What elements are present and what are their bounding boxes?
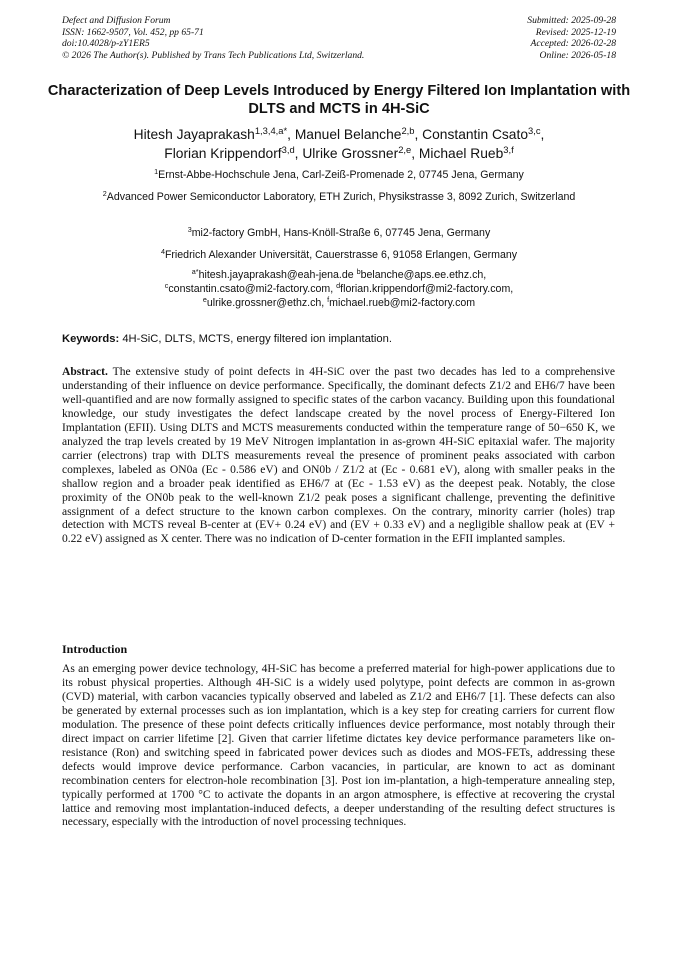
email-marker: e xyxy=(202,295,207,305)
affiliation-3 xyxy=(40,226,638,240)
journal-header-left xyxy=(62,15,364,61)
affiliation-text: Ernst-Abbe-Hochschule Jena, Carl-Zeiß-Promenade 2, 07745 Jena, Germany xyxy=(158,169,524,181)
email-link[interactable]: michael.rueb@mi2-factory.com xyxy=(329,297,476,310)
email-link[interactable]: constantin.csato@mi2-factory.com, xyxy=(168,283,334,296)
keywords-text: 4H-SiC, DLTS, MCTS, energy filtered ion implantation. xyxy=(122,333,392,345)
affiliation-4 xyxy=(40,248,638,262)
accepted-date: Accepted: 2026-02-28 xyxy=(530,38,616,50)
email-marker: d xyxy=(336,281,341,291)
email-line xyxy=(40,282,638,296)
introduction-heading: Introduction xyxy=(62,642,128,656)
email-line xyxy=(40,296,638,310)
affiliation-text: Friedrich Alexander Universität, Cauerstrasse 6, 91058 Erlangen, Germany xyxy=(164,249,518,261)
affiliation-2 xyxy=(82,190,596,204)
author-emails xyxy=(40,268,638,311)
email-link[interactable]: florian.krippendorf@mi2-factory.com, xyxy=(340,283,514,296)
author-affiliation-marker: 3,f xyxy=(503,144,514,155)
abstract xyxy=(62,366,615,547)
email-link[interactable]: ulrike.grossner@ethz.ch, xyxy=(206,297,325,310)
online-date: Online: 2026-05-18 xyxy=(539,49,616,61)
email-marker: c xyxy=(164,281,169,291)
keywords-label: Keywords: xyxy=(62,333,120,345)
email-link[interactable]: belanche@aps.ee.ethz.ch, xyxy=(360,269,487,281)
copyright-line: © 2026 The Author(s). Published by Trans Tech Publications Ltd, Switzerland. xyxy=(62,49,365,61)
author-name: Michael Rueb xyxy=(418,146,504,161)
affiliation-number: 2 xyxy=(102,189,107,199)
email-link[interactable]: hitesh.jayaprakash@eah-jena.de xyxy=(198,269,354,281)
abstract-label: Abstract. xyxy=(62,366,108,378)
revised-date: Revised: 2025-12-19 xyxy=(535,26,616,38)
issn-line: ISSN: 1662-9507, Vol. 452, pp 65-71 xyxy=(62,26,204,38)
author-name: Manuel Belanche xyxy=(294,127,402,142)
author-affiliation-marker: 3,c xyxy=(528,125,541,136)
paper-title: Characterization of Deep Levels Introduced by Energy Filtered Ion Implantation with DLTS and MCTS in 4H-SiC xyxy=(47,83,631,117)
affiliation-number: 3 xyxy=(187,225,192,235)
doi-link[interactable]: doi:10.4028/p-zY1ER5 xyxy=(62,38,150,50)
author-affiliation-marker: 1,3,4,a* xyxy=(254,125,288,136)
affiliation-text: Advanced Power Semiconductor Laboratory, ETH Zurich, Physikstrasse 3, 8092 Zurich, Switzerland xyxy=(106,191,576,203)
journal-name: Defect and Diffusion Forum xyxy=(62,15,171,26)
email-marker: a* xyxy=(191,267,199,277)
journal-header-right xyxy=(527,15,616,61)
abstract-text: The extensive study of point defects in 4H-SiC over the past two decades has led to a comprehensive understanding of their influence on device performance. Specifically, the dominant defects Z1/2 and EH6/7 have been well-quantified and are now formally assigned to specific states of the carbon vacancy. Building upon this foundational knowledge, our study investigates the defect landscape created by the novel process of Energy-Filtered Ion Implantation (EFII). Using DLTS and MCTS measurements conducted within the temperature range of 50−650 K, we analyzed the trap levels created by 19 MeV Nitrogen implantation in as-grown 4H-SiC epitaxial wafer. The majority carrier (electrons) trap with DLTS measurements reveal the presence of prominent peaks associated with carbon complexes, labeled as ON0a (Ec - 0.586 eV) and ON0b / Z1/2 at (Ec - 0.681 eV), along with smaller peaks in the shallow region and a broader peak identified as EH6/7 at (Ec - 1.53 eV) as the deepest peak. Notably, the close proximity of the ON0b peak to the well-known Z1/2 peak poses a significant challenge, preventing the definitive assignment of a defect structure to the known carbon complexes. On the contrary, minority carrier (holes) trap detection with MCTS reveal B-center at (EV+ 0.24 eV) and (EV + 0.33 eV) and a negligible shallow peak at (EV + 0.22 eV) assigned as X center. There was no indication of D-center formation in the EFII implanted samples. xyxy=(62,366,616,546)
author-name: Constantin Csato xyxy=(422,127,528,142)
author-name: Hitesh Jayaprakash xyxy=(133,127,255,142)
email-marker: f xyxy=(327,295,330,305)
introduction-text: As an emerging power device technology, 4H-SiC has become a preferred material for high-power applications due to its robust physical properties. Although 4H-SiC is a widely used polytype, point defects are common in as-grown (CVD) material, with carbon vacancies typically observed and labeled as Z1/2 and EH6/7 [1]. These defects can also be generated by external processes such as ion implantation, which is a key step for creating carriers for current flow modulation. The presence of these point defects critically influences device performance, most notably through their direct impact on carrier lifetime [2]. Given that carrier lifetime dictates key device performance parameters like on-resistance (Ron) and switching speed in fabricated power devices such as diodes and MOS-FETs, addressing these defects would improve device performance. Carbon vacancies, in particular, are known to act as dominant recombination centers for electron-hole recombination [3]. Post ion im-plantation, a high-temperature annealing step, typically performed at 1700 °C to activate the dopants in an argon atmosphere, is effective at recovering the crystal lattice and removing most implantation-induced defects, a deeper understanding of the resulting defect structures is necessary, especially with the introduction of novel processing techniques. xyxy=(62,663,615,829)
email-marker: b xyxy=(356,267,361,277)
author-name: Ulrike Grossner xyxy=(302,146,399,161)
affiliation-1 xyxy=(40,168,638,182)
affiliation-number: 1 xyxy=(154,167,159,177)
author-list: Hitesh Jayaprakash$^{1,3,4,a*}$, Manuel Belanche$^{2,b}$, Constantin Csato$^{3,c}$, Florian Krippendorf$^{3,d}$, Ulrike Grossner$^{2,e}$, Michael Rueb$^{3,f}$ xyxy=(133,125,545,161)
keywords xyxy=(62,332,622,346)
email-line xyxy=(40,268,638,282)
author-name: Florian Krippendorf xyxy=(164,146,282,161)
author-affiliation-marker: 2,b xyxy=(401,125,415,136)
author-affiliation-marker: 3,d xyxy=(281,144,295,155)
submitted-date: Submitted: 2025-09-28 xyxy=(527,15,616,26)
affiliation-text: mi2-factory GmbH, Hans-Knöll-Straße 6, 07745 Jena, Germany xyxy=(191,227,491,239)
author-affiliation-marker: 2,e xyxy=(398,144,412,155)
affiliation-number: 4 xyxy=(160,247,165,257)
